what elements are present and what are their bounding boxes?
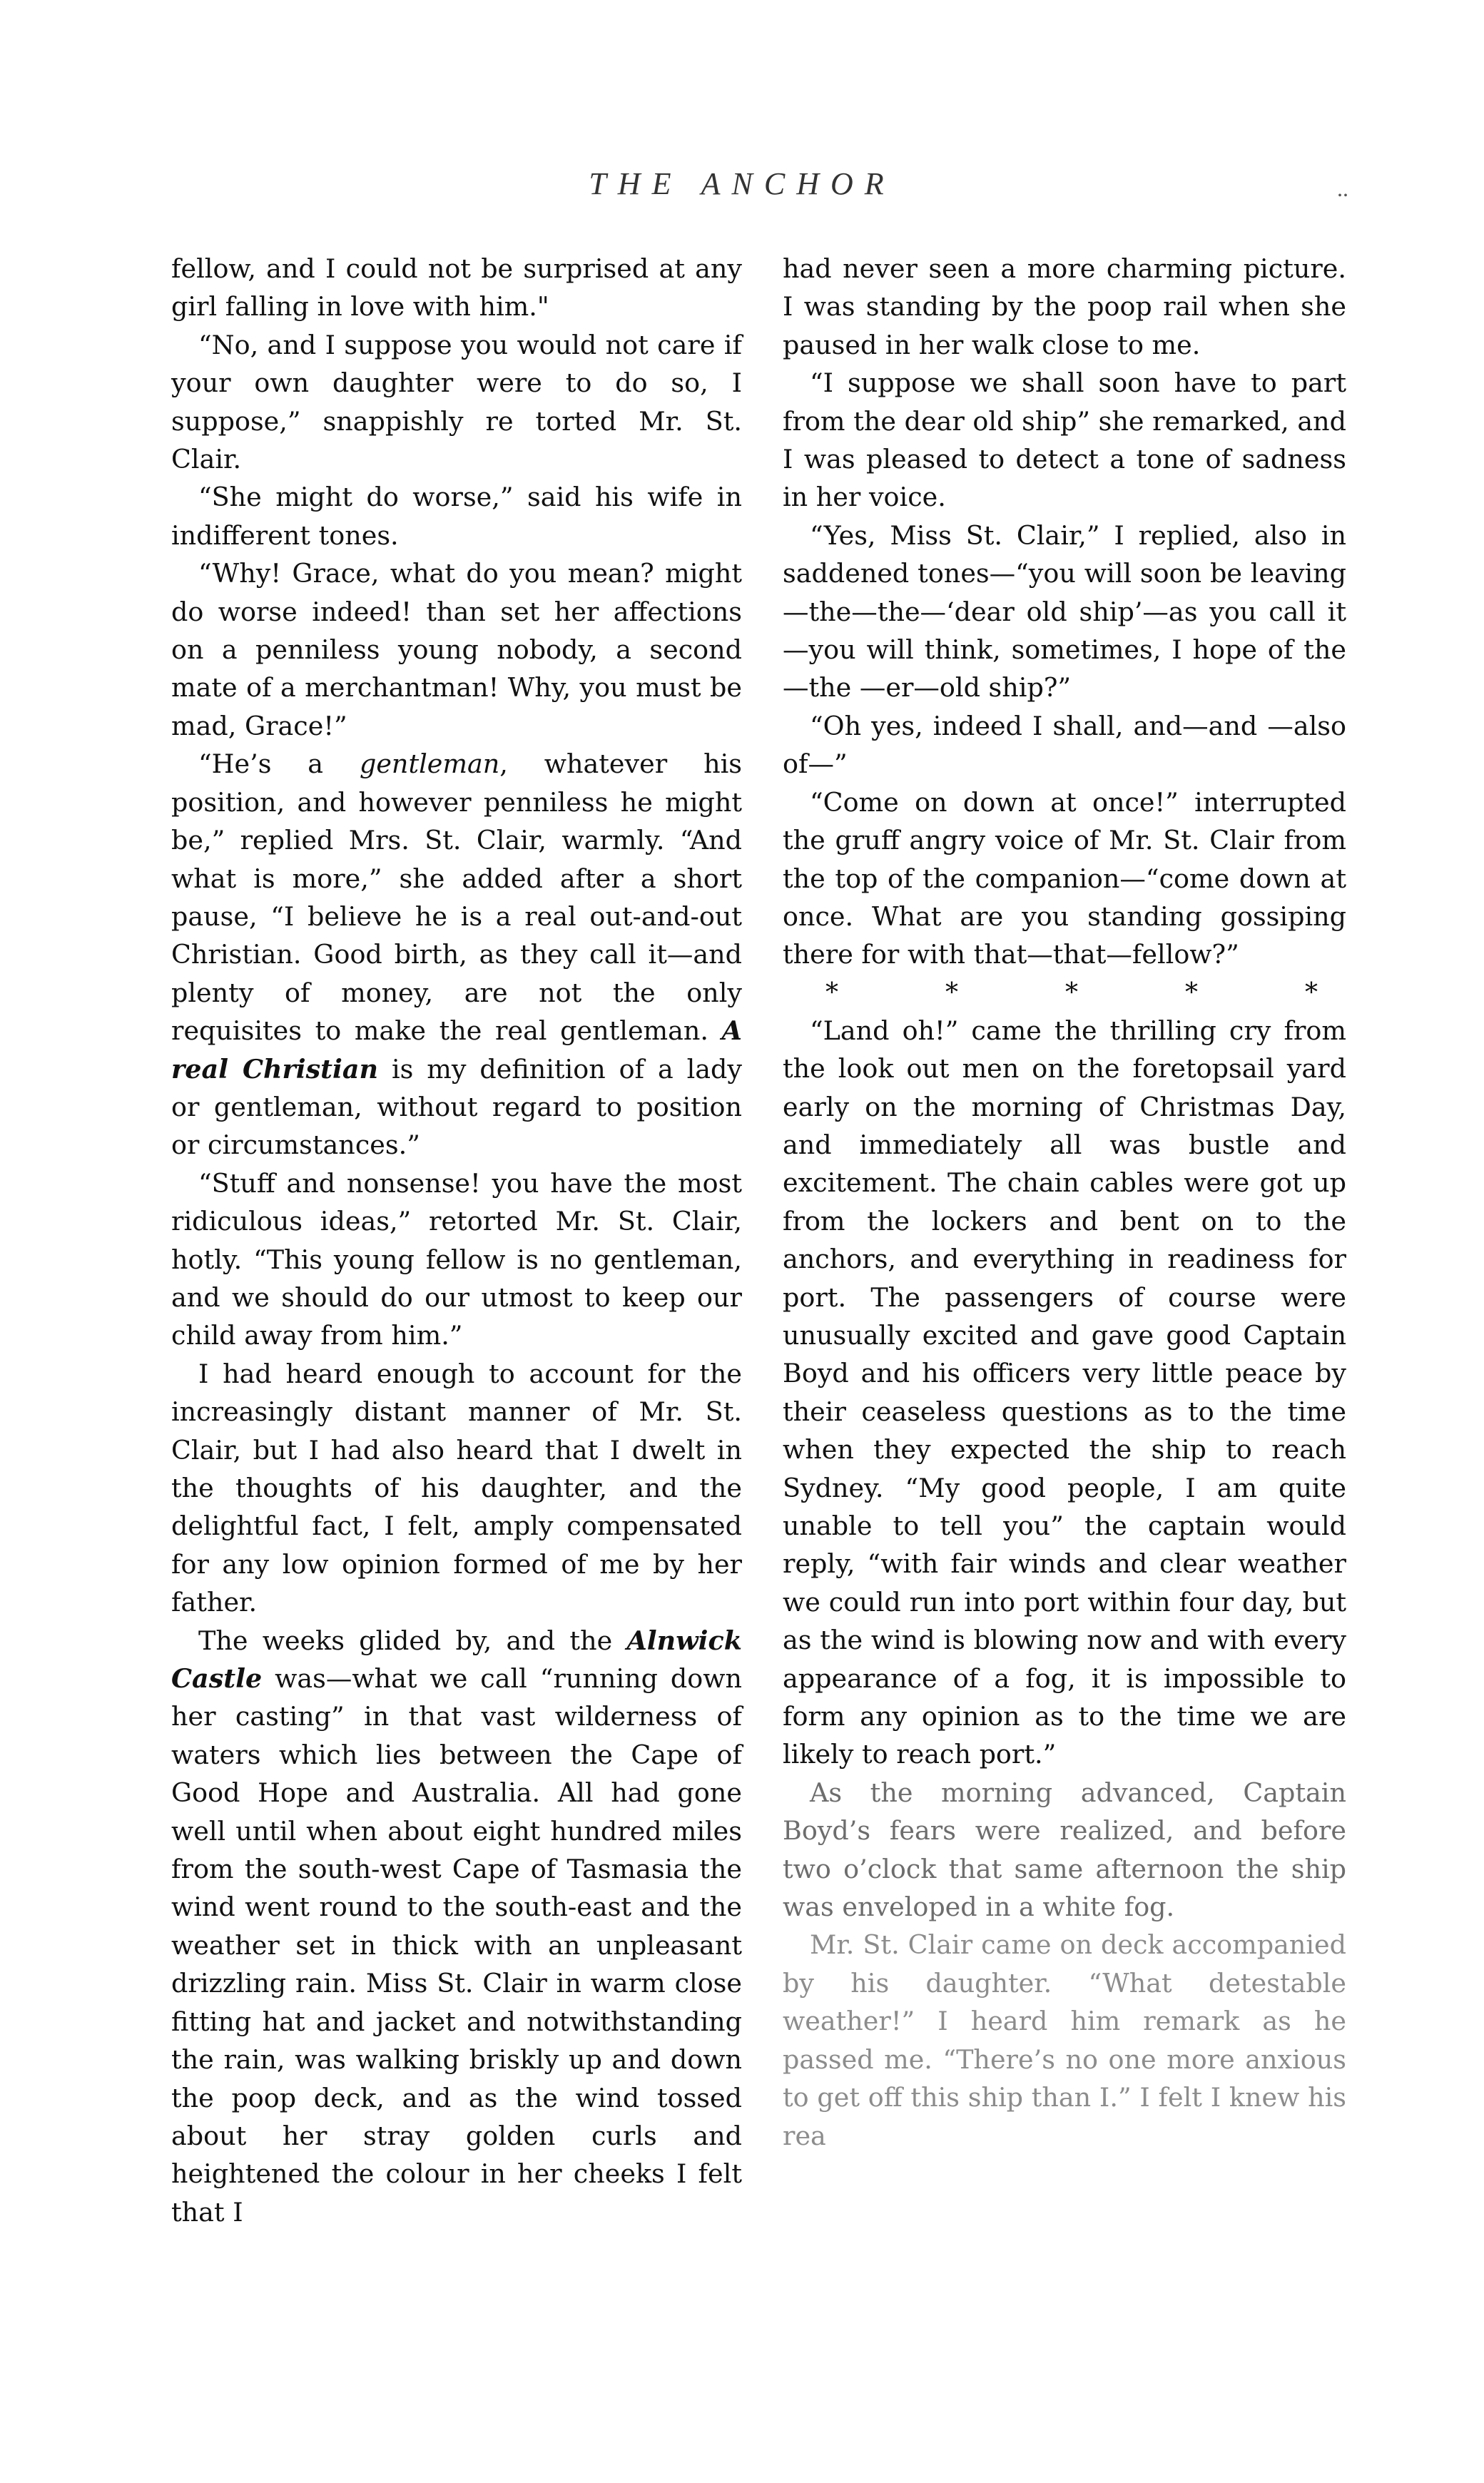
paragraph [171, 1622, 742, 2232]
paragraph: “Why! Grace, what do you mean? might do worse indeed! than set her affections on a penniless young nobody, a second mate of a merchantman! Why, you must be mad, Grace!” [171, 558, 742, 741]
asterisk: * [1185, 978, 1198, 1007]
paragraph: fellow, and I could not be surprised at any girl falling in love with him." [171, 253, 742, 323]
page-folio: .. [1337, 176, 1348, 201]
asterisk: * [945, 978, 958, 1007]
asterisk: * [825, 978, 838, 1007]
asterisk: * [1065, 978, 1078, 1007]
paragraph: Mr. St. Clair came on deck accompanied by his daughter. “What detestable weather!” I heard him remark as he passed me. “There’s no one more anxious to get off this ship than I.” I felt I knew his rea [783, 1929, 1346, 2151]
running-header: THE ANCHOR [589, 166, 895, 201]
paragraph: “I suppose we shall soon have to part from the dear old ship” she remarked, and I was pleased to detect a tone of sadness in her voice. [783, 367, 1346, 513]
paragraph: “No, and I suppose you would not care if your own daughter were to do so, I suppose,” snappishly re torted Mr. St. Clair. [171, 329, 742, 475]
italic-text: Alnwick Castle [171, 1625, 742, 1695]
paragraph: “Oh yes, indeed I shall, and—and —also of—” [783, 710, 1346, 780]
paragraph: had never seen a more charming picture. I was standing by the poop rail when she paused in her walk close to me. [783, 253, 1346, 360]
left-text-column [171, 250, 742, 2231]
text-run: was—what we call “running down her casting” in that vast wilderness of waters which lies between the Cape of Good Hope and Australia. All had gone well until when about eight hundred miles from the south-west Cape of Tasmasia the wind went round to the south-east and the weather set in thick with an unpleasant drizzling rain. Miss St. Clair in warm close fitting hat and jacket and notwithstanding the rain, was walking briskly up and down the poop deck, and as the wind tossed about her stray golden curls and heightened the colour in her cheeks I felt that I [171, 1663, 742, 2228]
paragraph: “Land oh!” came the thrilling cry from the look out men on the foretopsail yard early on the morning of Christmas Day, and immediately all was bustle and excitement. The chain cables were got up from the lockers and bent on to the anchors, and everything in readiness for port. The passengers of course were unusually excited and gave good Captain Boyd and his officers very little peace by their ceaseless questions as to the time when they expected the ship to reach Sydney. “My good people, I am quite unable to tell you” the captain would reply, “with fair winds and clear weather we could run into port within four day, but as the wind is blowing now and with every appearance of a fog, it is impossible to form any opinion as to the time we are likely to reach port.” [783, 1015, 1346, 1770]
asterisk: * [1305, 978, 1318, 1007]
text-run: is my definition of a lady or gentleman, without regard to position or circumstances.” [171, 1053, 743, 1161]
paragraph: As the morning advanced, Captain Boyd’s fears were realized, and before two o’clock that same afternoon the ship was enveloped in a white fog. [783, 1777, 1346, 1923]
text-run: , whatever his position, and however penniless he might be,” replied Mrs. St. Clair, warmly. “And what is more,” she added after a short pause, “I believe he is a real out-and-out Christian. Good birth, as they call it—and plenty of money, are not the only requisites to make the real gentleman. [171, 748, 743, 1047]
paragraph: “Stuff and nonsense! you have the most ridiculous ideas,” retorted Mr. St. Clair, hotly. “This young fellow is no gentleman, and we should do our utmost to keep our child away from him.” [171, 1167, 742, 1351]
section-break-asterisks [783, 974, 1346, 1012]
paragraph: “She might do worse,” said his wife in indifferent tones. [171, 482, 742, 551]
paragraph: “Yes, Miss St. Clair,” I replied, also in saddened tones—“you will soon be leaving—the—the—‘dear old ship’—as you call it—you will think, sometimes, I hope of the—the —er—old ship?” [783, 519, 1346, 704]
paragraph: I had heard enough to account for the increasingly distant manner of Mr. St. Clair, but I had also heard that I dwelt in the thoughts of his daughter, and the delightful fact, I felt, amply compensated for any low opinion formed of me by her father. [171, 1358, 742, 1618]
text-run: The weeks glided by, and the [198, 1625, 627, 1656]
text-run: “He’s a [198, 748, 360, 780]
right-text-column [783, 250, 1346, 2155]
italic-text: gentleman [359, 748, 500, 780]
paragraph [171, 745, 742, 1164]
paragraph: “Come on down at once!” interrupted the gruff angry voice of Mr. St. Clair from the top of the companion—“come down at once. What are you standing gossiping there for with that—that—fellow?” [783, 786, 1346, 970]
italic-text: A real Christian [171, 1015, 742, 1085]
